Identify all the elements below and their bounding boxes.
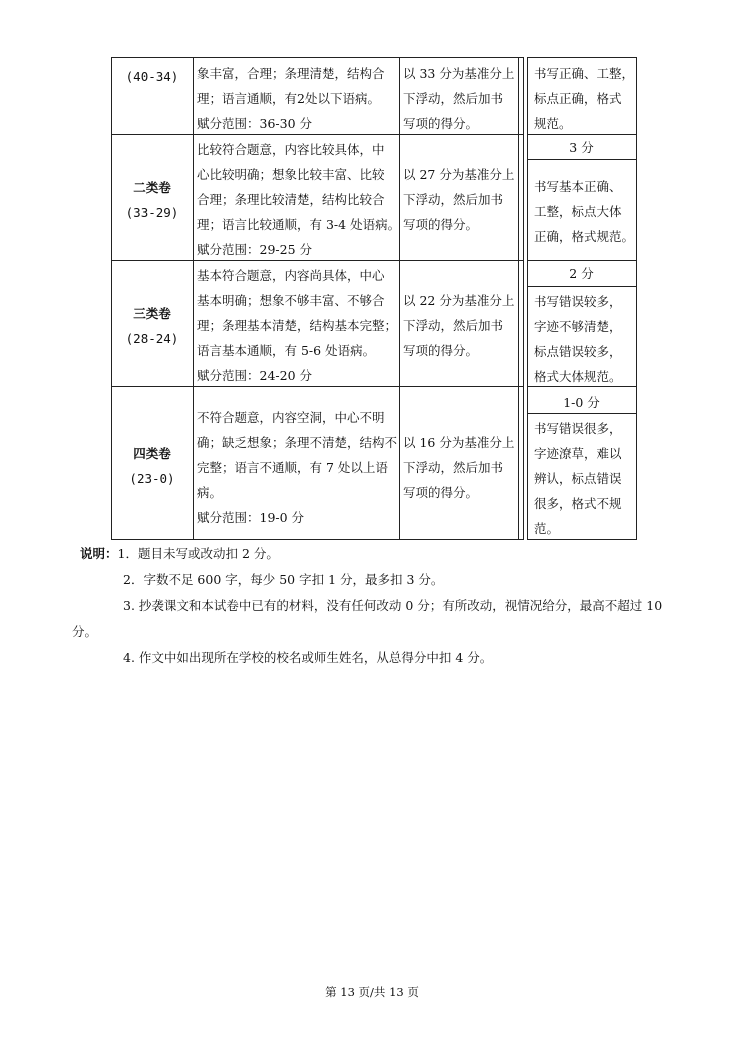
base-score-line: 下浮动，然后加书 [403, 460, 504, 475]
content-line: 理；语言比较通顺，有 3-4 处语病。 [197, 217, 401, 232]
writing-criteria-line: 书写错误很多， [534, 421, 622, 436]
content-line: 确；缺乏想象；条理不清楚，结构不 [197, 435, 398, 450]
writing-criteria-line: 范。 [534, 521, 560, 536]
writing-criteria-line: 标点正确，格式 [534, 91, 622, 106]
base-score-line: 以 33 分为基准分上 [403, 66, 515, 81]
writing-criteria-line: 书写基本正确、 [534, 179, 622, 194]
category-range: (33-29) [125, 205, 179, 220]
base-score-line: 写项的得分。 [403, 217, 479, 232]
content-line: 比较符合题意，内容比较具体，中 [197, 142, 385, 157]
writing-criteria-line: 标点错误较多， [534, 344, 622, 359]
writing-criteria-line: 正确，格式规范。 [534, 229, 635, 244]
category-name: 三类卷 [133, 306, 171, 321]
content-line: 赋分范围：29-25 分 [197, 242, 313, 257]
content-line: 理；条理基本清楚，结构基本完整； [197, 318, 398, 333]
writing-criteria-line: 书写正确、工整， [534, 66, 635, 81]
content-line: 不符合题意，内容空洞，中心不明 [197, 410, 385, 425]
category-name: 四类卷 [133, 446, 171, 461]
category-range: (40-34) [125, 69, 179, 84]
content-line: 病。 [197, 485, 223, 500]
base-score-line: 以 16 分为基准分上 [403, 435, 515, 450]
content-line: 基本符合题意，内容尚具体，中心 [197, 268, 385, 283]
base-score-line: 写项的得分。 [403, 116, 479, 131]
note-3-continued: 分。 [72, 624, 98, 639]
content-line: 语言基本通顺，有 5-6 处语病。 [197, 343, 376, 358]
category-cell [111, 175, 193, 225]
writing-score: 1-0 分 [563, 395, 600, 410]
writing-score: 3 分 [569, 140, 594, 155]
writing-criteria-line: 规范。 [534, 116, 572, 131]
writing-criteria-line: 字迹不够清楚， [534, 319, 622, 334]
writing-criteria-line: 书写错误较多， [534, 294, 622, 309]
note-4: 4. 作文中如出现所在学校的校名或师生姓名，从总得分中扣 4 分。 [123, 650, 493, 665]
category-name: 二类卷 [133, 180, 171, 195]
base-score-line: 下浮动，然后加书 [403, 91, 504, 106]
category-cell [111, 441, 193, 491]
note-3: 3. 抄袭课文和本试卷中已有的材料，没有任何改动 0 分；有所改动，视情况给分，最高不超过 10 [123, 598, 663, 613]
content-line: 象丰富，合理；条理清楚，结构合 [197, 66, 385, 81]
base-score-line: 写项的得分。 [403, 485, 479, 500]
content-line: 赋分范围：24-20 分 [197, 368, 313, 383]
category-range: (28-24) [125, 331, 179, 346]
writing-criteria-line: 字迹潦草，难以 [534, 446, 622, 461]
content-line: 理；语言通顺，有2处以下语病。 [197, 91, 380, 106]
base-score-line: 以 22 分为基准分上 [403, 293, 515, 308]
category-cell [111, 301, 193, 351]
content-line: 心比较明确；想象比较丰富、比较 [197, 167, 385, 182]
notes-label: 说明： [80, 546, 118, 561]
base-score-line: 以 27 分为基准分上 [403, 167, 515, 182]
content-line: 赋分范围：36-30 分 [197, 116, 313, 131]
writing-criteria-line: 很多，格式不规 [534, 496, 622, 511]
writing-criteria-line: 工整，标点大体 [534, 204, 622, 219]
note-1: 说明：1．题目未写或改动扣 2 分。 [80, 546, 279, 561]
content-line: 合理；条理比较清楚，结构比较合 [197, 192, 385, 207]
base-score-line: 写项的得分。 [403, 343, 479, 358]
writing-criteria-line: 辨认，标点错误 [534, 471, 622, 486]
writing-score: 2 分 [569, 266, 594, 281]
content-line: 赋分范围：19-0 分 [197, 510, 305, 525]
note-2: 2．字数不足 600 字，每少 50 字扣 1 分，最多扣 3 分。 [123, 572, 444, 587]
base-score-line: 下浮动，然后加书 [403, 318, 504, 333]
base-score-line: 下浮动，然后加书 [403, 192, 504, 207]
page-number: 第 13 页/共 13 页 [325, 985, 419, 999]
writing-criteria-line: 格式大体规范。 [534, 369, 622, 384]
content-line: 基本明确；想象不够丰富、不够合 [197, 293, 385, 308]
content-line: 完整；语言不通顺，有 7 处以上语 [197, 460, 388, 475]
category-range: (23-0) [129, 471, 175, 486]
